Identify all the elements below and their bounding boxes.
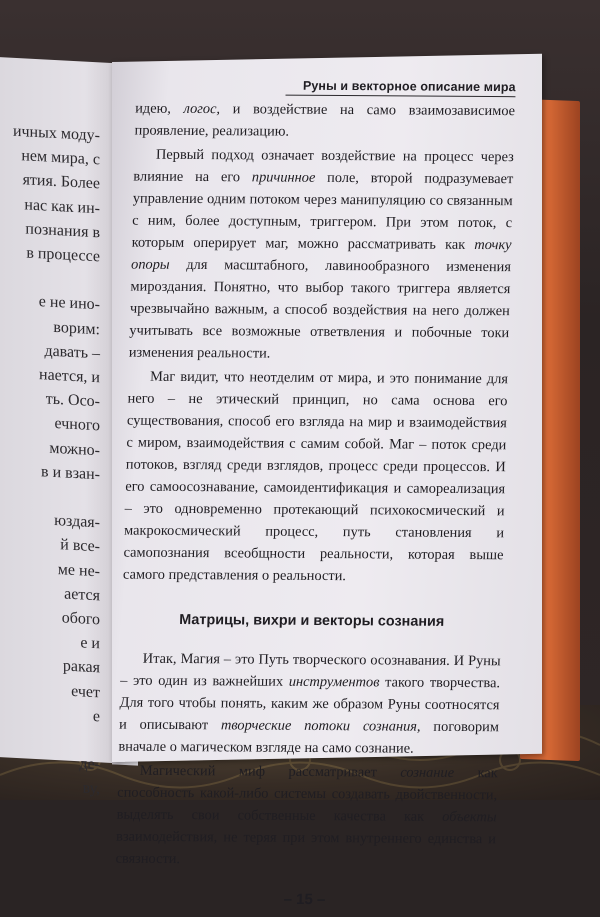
left-page-line: давать – bbox=[44, 342, 100, 363]
left-page-line: познания в bbox=[25, 220, 100, 242]
left-page-line: нается, и bbox=[39, 366, 100, 387]
left-page-line: ятия. Более bbox=[22, 171, 100, 193]
left-page-text bbox=[0, 119, 100, 802]
running-head: Руны и векторное описание мира bbox=[286, 79, 516, 98]
left-page-line: й все- bbox=[60, 536, 100, 556]
left-page-line: обого bbox=[61, 609, 100, 629]
left-page-line: ичных моду- bbox=[12, 122, 100, 145]
left-page-line: нас как ин- bbox=[24, 196, 100, 217]
left-page-line: ть. Осо- bbox=[45, 390, 100, 411]
paragraph-5: Магический миф рассматривает сознание как способность какой-либо системы создавать двойственности, выделять свои собственные качества как объекты взаимодействия, не теряя при этом внутреннего единства и связности. bbox=[115, 762, 498, 868]
page-number: – 15 – bbox=[283, 890, 326, 909]
left-page-line: ворим: bbox=[53, 318, 100, 338]
left-page-line: е bbox=[92, 707, 100, 726]
left-page-line: ечного bbox=[54, 415, 100, 435]
left-page-line: ме не- bbox=[57, 560, 100, 581]
left-page-line: е и bbox=[80, 634, 100, 653]
left-page-line: ракая bbox=[62, 657, 100, 677]
section-title: Матрицы, вихри и векторы сознания bbox=[179, 612, 445, 630]
left-page bbox=[0, 56, 130, 798]
left-page-line: в и взан- bbox=[41, 463, 100, 484]
left-page-line: е не ино- bbox=[38, 293, 100, 314]
left-page-line: можно- bbox=[49, 439, 100, 459]
paragraph-2: Первый подход означает воздействие на процесс через влияние на его причинное поле, второй подразумевает управление одним потоком через манипуляцию со связанным с ним, более доступным, триггером. При этом поток, с которым оперирует маг, можно рассматривать как точку опоры для масштабного, лавинообразного изменения мироздания. Понятно, что выбор такого триггера является чрезвычайно важным, а способ воздействия на него должен учитывать все возможные ответвления и побочные токи изменения реальности. bbox=[128, 146, 515, 362]
left-page-line: в процессе bbox=[26, 244, 100, 266]
left-page-line: ается bbox=[64, 585, 100, 605]
left-page-line: де- bbox=[79, 755, 100, 774]
paragraph-3: Маг видит, что неотделим от мира, и это понимание для него – не этический принцип, но сама основа его существования, способ его взгляда на мир и взаимодействия с миром, взаимодействия с самим собой. Маг – поток среди потоков, взгляд среди взглядов, процесс среди процессов. И его самоосознавание, самоидентификация и самореализация – это одновременно протекающий психокосмический и макрокосмический процесс, путь становления и самопознания всеобщности реальности, которая выше самого представления о реальности. bbox=[122, 368, 509, 585]
left-page-line: юздая- bbox=[54, 512, 100, 532]
left-page-line: ву, bbox=[82, 779, 100, 798]
left-page-line: ечет bbox=[71, 682, 100, 702]
paragraph-1: идею, логос, и воздействие на само взаимозависимое проявление, реализацию. bbox=[134, 100, 516, 140]
paragraph-4: Итак, Магия – это Путь творческого осознавания. И Руны – это один из важнейших инструментов такого творчества. Для того чтобы понять, каким же образом Руны соотносятся и описывают творческие потоки сознания, поговорим вначале о магическом взгляде на само сознание. bbox=[118, 650, 501, 757]
left-page-line: нем мира, с bbox=[21, 147, 100, 169]
right-page bbox=[112, 54, 542, 909]
page-content bbox=[114, 78, 516, 910]
